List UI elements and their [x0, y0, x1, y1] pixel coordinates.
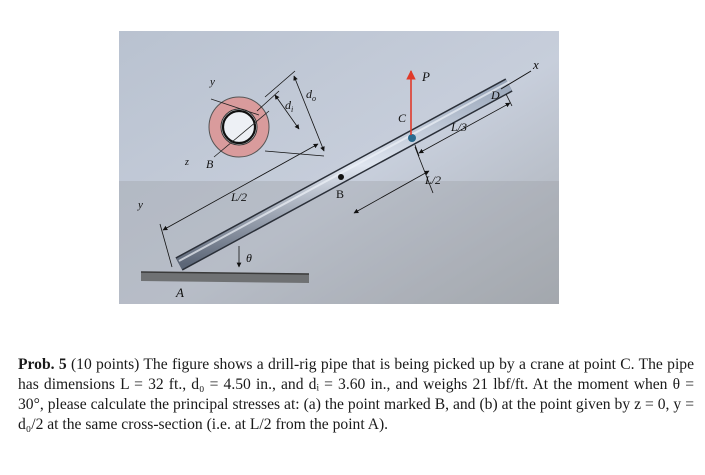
label-b-section: B — [206, 157, 214, 171]
label-z-section: z — [185, 157, 189, 168]
point-b-dot — [338, 174, 344, 180]
problem-number: Prob. 5 — [18, 356, 67, 373]
pipe-cross-section — [209, 97, 269, 157]
label-l-third: L/3 — [451, 120, 468, 134]
label-di: $d_i$ — [285, 98, 294, 114]
point-c-clamp — [408, 134, 416, 142]
label-y-pipe: y — [138, 199, 143, 211]
label-c: C — [398, 111, 407, 125]
label-x: x — [533, 57, 539, 72]
problem-statement — [18, 355, 694, 435]
label-theta: θ — [246, 251, 252, 265]
label-l-half-left: L/2 — [231, 190, 248, 204]
drill-rig-pipe-figure — [119, 31, 559, 304]
label-a: A — [176, 285, 184, 300]
label-b-pipe: B — [336, 187, 345, 201]
label-p: P — [422, 69, 430, 84]
problem-body: (10 points) The figure shows a drill-rig pipe that is being picked up by a crane at point C. The pipe has dimensions L = 32 ft., d₀ = 4.50 in., and dᵢ = 3.60 in., and weighs 21 lbf/ft. At the moment when θ = 30°, please calculate the principal stresses at: (a) the point marked B, and (b) at the point given by z = 0, y = d₀/2 at the same cross-section (i.e. at L/2 from the point A). — [18, 356, 694, 433]
label-d: D — [491, 88, 500, 102]
label-l-half-right: L/2 — [425, 173, 442, 187]
label-y-section: y — [210, 76, 215, 88]
label-do: $d_o$ — [306, 87, 316, 103]
